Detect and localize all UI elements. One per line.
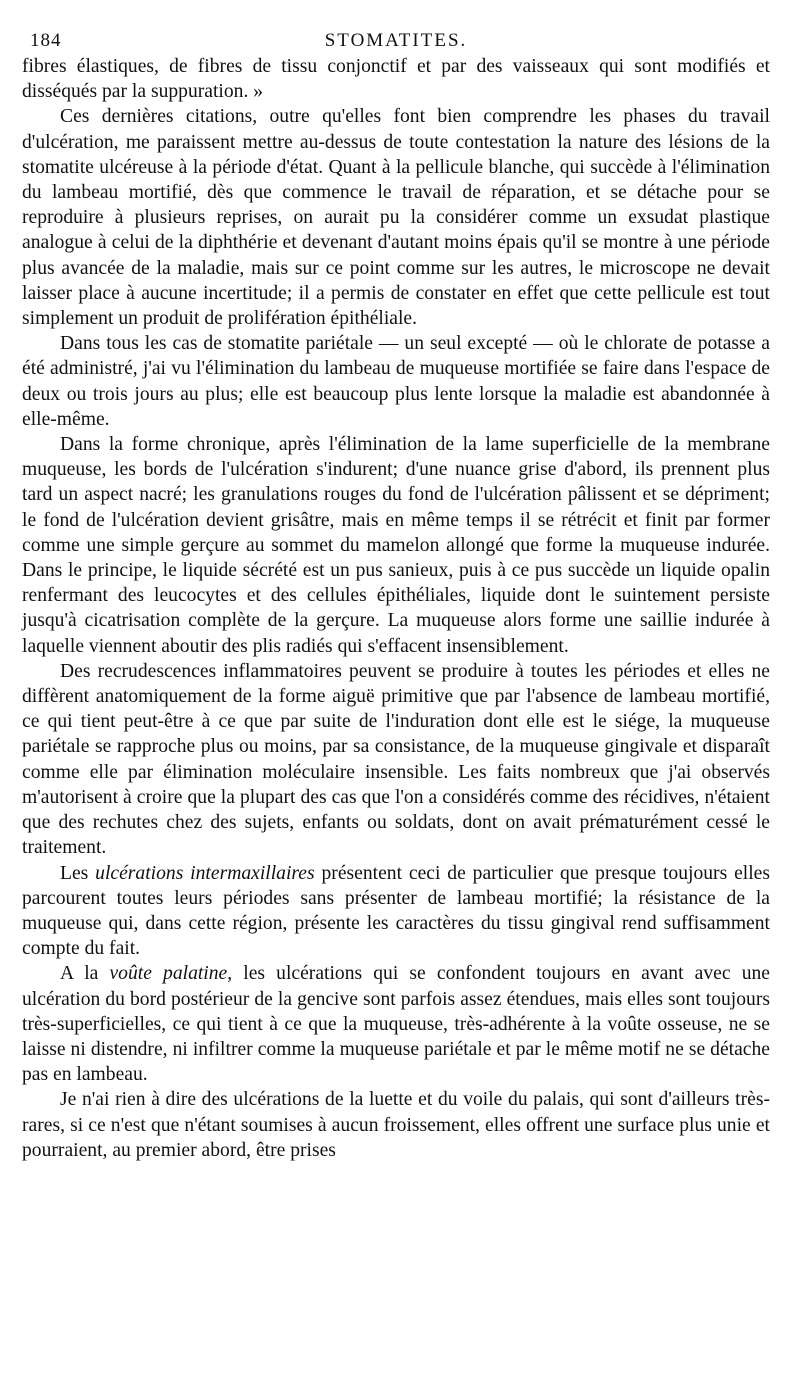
paragraph-continuation: fibres élastiques, de fibres de tissu conjonctif et par des vaisseaux qui sont modifiés et disséqués par la suppuration. » xyxy=(22,56,770,103)
paragraph-palatine-italic: voûte palatine xyxy=(109,963,228,985)
paragraph-citations: Ces dernières citations, outre qu'elles font bien comprendre les phases du travail d'ulcération, me paraissent mettre au-dessus de toute contestation la nature des lésions de la stomatite ulcéreuse à la période d'état. Quant à la pellicule blanche, qui succède à l'élimination du lambeau mortifié, dès que commence le travail de réparation, et se détache pour se reproduire à plusieurs reprises, on aurait pu la considérer comme un exsudat plastique analogue à celui de la diphthérie et devenant d'autant moins épais qu'il se montre à une période plus avancée de la maladie, mais sur ce point comme sur les autres, le microscope ne devait laisser place à aucune incertitude; il a permis de constater en effet que cette pellicule est tout simplement un produit de prolifération épithéliale. xyxy=(22,106,770,330)
paragraph-recrudescences: Des recrudescences inflammatoires peuvent se produire à toutes les périodes et elles ne diffèrent anatomiquement de la forme aiguë primitive que par l'absence de lambeau mortifié, ce qui tient peut-être à ce que par suite de l'induration dont elle est le siége, la muqueuse pariétale se rapproche plus ou moins, par sa consistance, de la muqueuse gingivale et disparaît comme elle par élimination moléculaire insensible. Les faits nombreux que j'ai observés m'autorisent à croire que la plupart des cas que l'on a considérés comme des récidives, n'étaient que des rechutes chez des sujets, enfants ou soldats, dont on avait prématurément cessé le traitement. xyxy=(22,660,770,859)
paragraph-palatine-rest: , les ulcérations qui se confondent toujours en avant avec une ulcération du bord postérieur de la gencive sont parfois assez étendues, mais elles sont toujours très-superficielles, ce qui tient à ce que la muqueuse, très-adhérente à la voûte osseuse, ne se laisse ni distendre, ni infiltrer comme la muqueuse pariétale et par le même motif ne se détache pas en lambeau. xyxy=(22,963,770,1086)
body-text xyxy=(22,54,770,1163)
paragraph-intermaxillary-italic: ulcérations intermaxillaires xyxy=(95,862,315,884)
paragraph-intermaxillary-rest: présentent ceci de particulier que presque toujours elles parcourent toutes leurs périodes sans présenter de lambeau mortifié; la résistance de la muqueuse qui, dans cette région, présente les caractères du tissu gingival rend suffisamment compte du fait. xyxy=(22,862,770,960)
paragraph-palatine-lead: A la xyxy=(60,963,110,985)
running-title: STOMATITES. xyxy=(324,30,468,51)
paragraph-parietal-stomatitis: Dans tous les cas de stomatite pariétale — un seul excepté — où le chlorate de potasse a été administré, j'ai vu l'élimination du lambeau de muqueuse mortifiée se faire dans l'espace de deux ou trois jours au plus; elle est beaucoup plus lente lorsque la maladie est abandonnée à elle-même. xyxy=(22,333,770,430)
running-head xyxy=(22,22,770,54)
paragraph-uvula: Je n'ai rien à dire des ulcérations de la luette et du voile du palais, qui sont d'ailleurs très-rares, si ce n'est que n'étant soumises à aucun froissement, elles offrent une surface plus unie et pourraient, au premier abord, être prises xyxy=(22,1089,770,1161)
paragraph-chronic-form: Dans la forme chronique, après l'élimination de la lame superficielle de la membrane muqueuse, les bords de l'ulcération s'indurent; d'une nuance grise d'abord, ils prennent plus tard un aspect nacré; les granulations rouges du fond de l'ulcération pâlissent et se dépriment; le fond de l'ulcération devient grisâtre, mais en même temps il se rétrécit et finit par former comme une simple gerçure au sommet du mamelon allongé que forme la muqueuse indurée. Dans le principe, le liquide sécrété est un pus sanieux, puis à ce pus succède un liquide opalin renfermant des leucocytes et des cellules épithéliales, liquide dont le suintement persiste jusqu'à cicatrisation complète de la gerçure. La muqueuse alors forme une saillie indurée à laquelle viennent aboutir des plis radiés qui s'effacent insensiblement. xyxy=(22,434,770,657)
paragraph-intermaxillary xyxy=(22,861,770,962)
paragraph-intermaxillary-lead: Les xyxy=(60,862,96,884)
paragraph-palatine-vault xyxy=(22,961,770,1087)
page-number: 184 xyxy=(30,30,62,51)
